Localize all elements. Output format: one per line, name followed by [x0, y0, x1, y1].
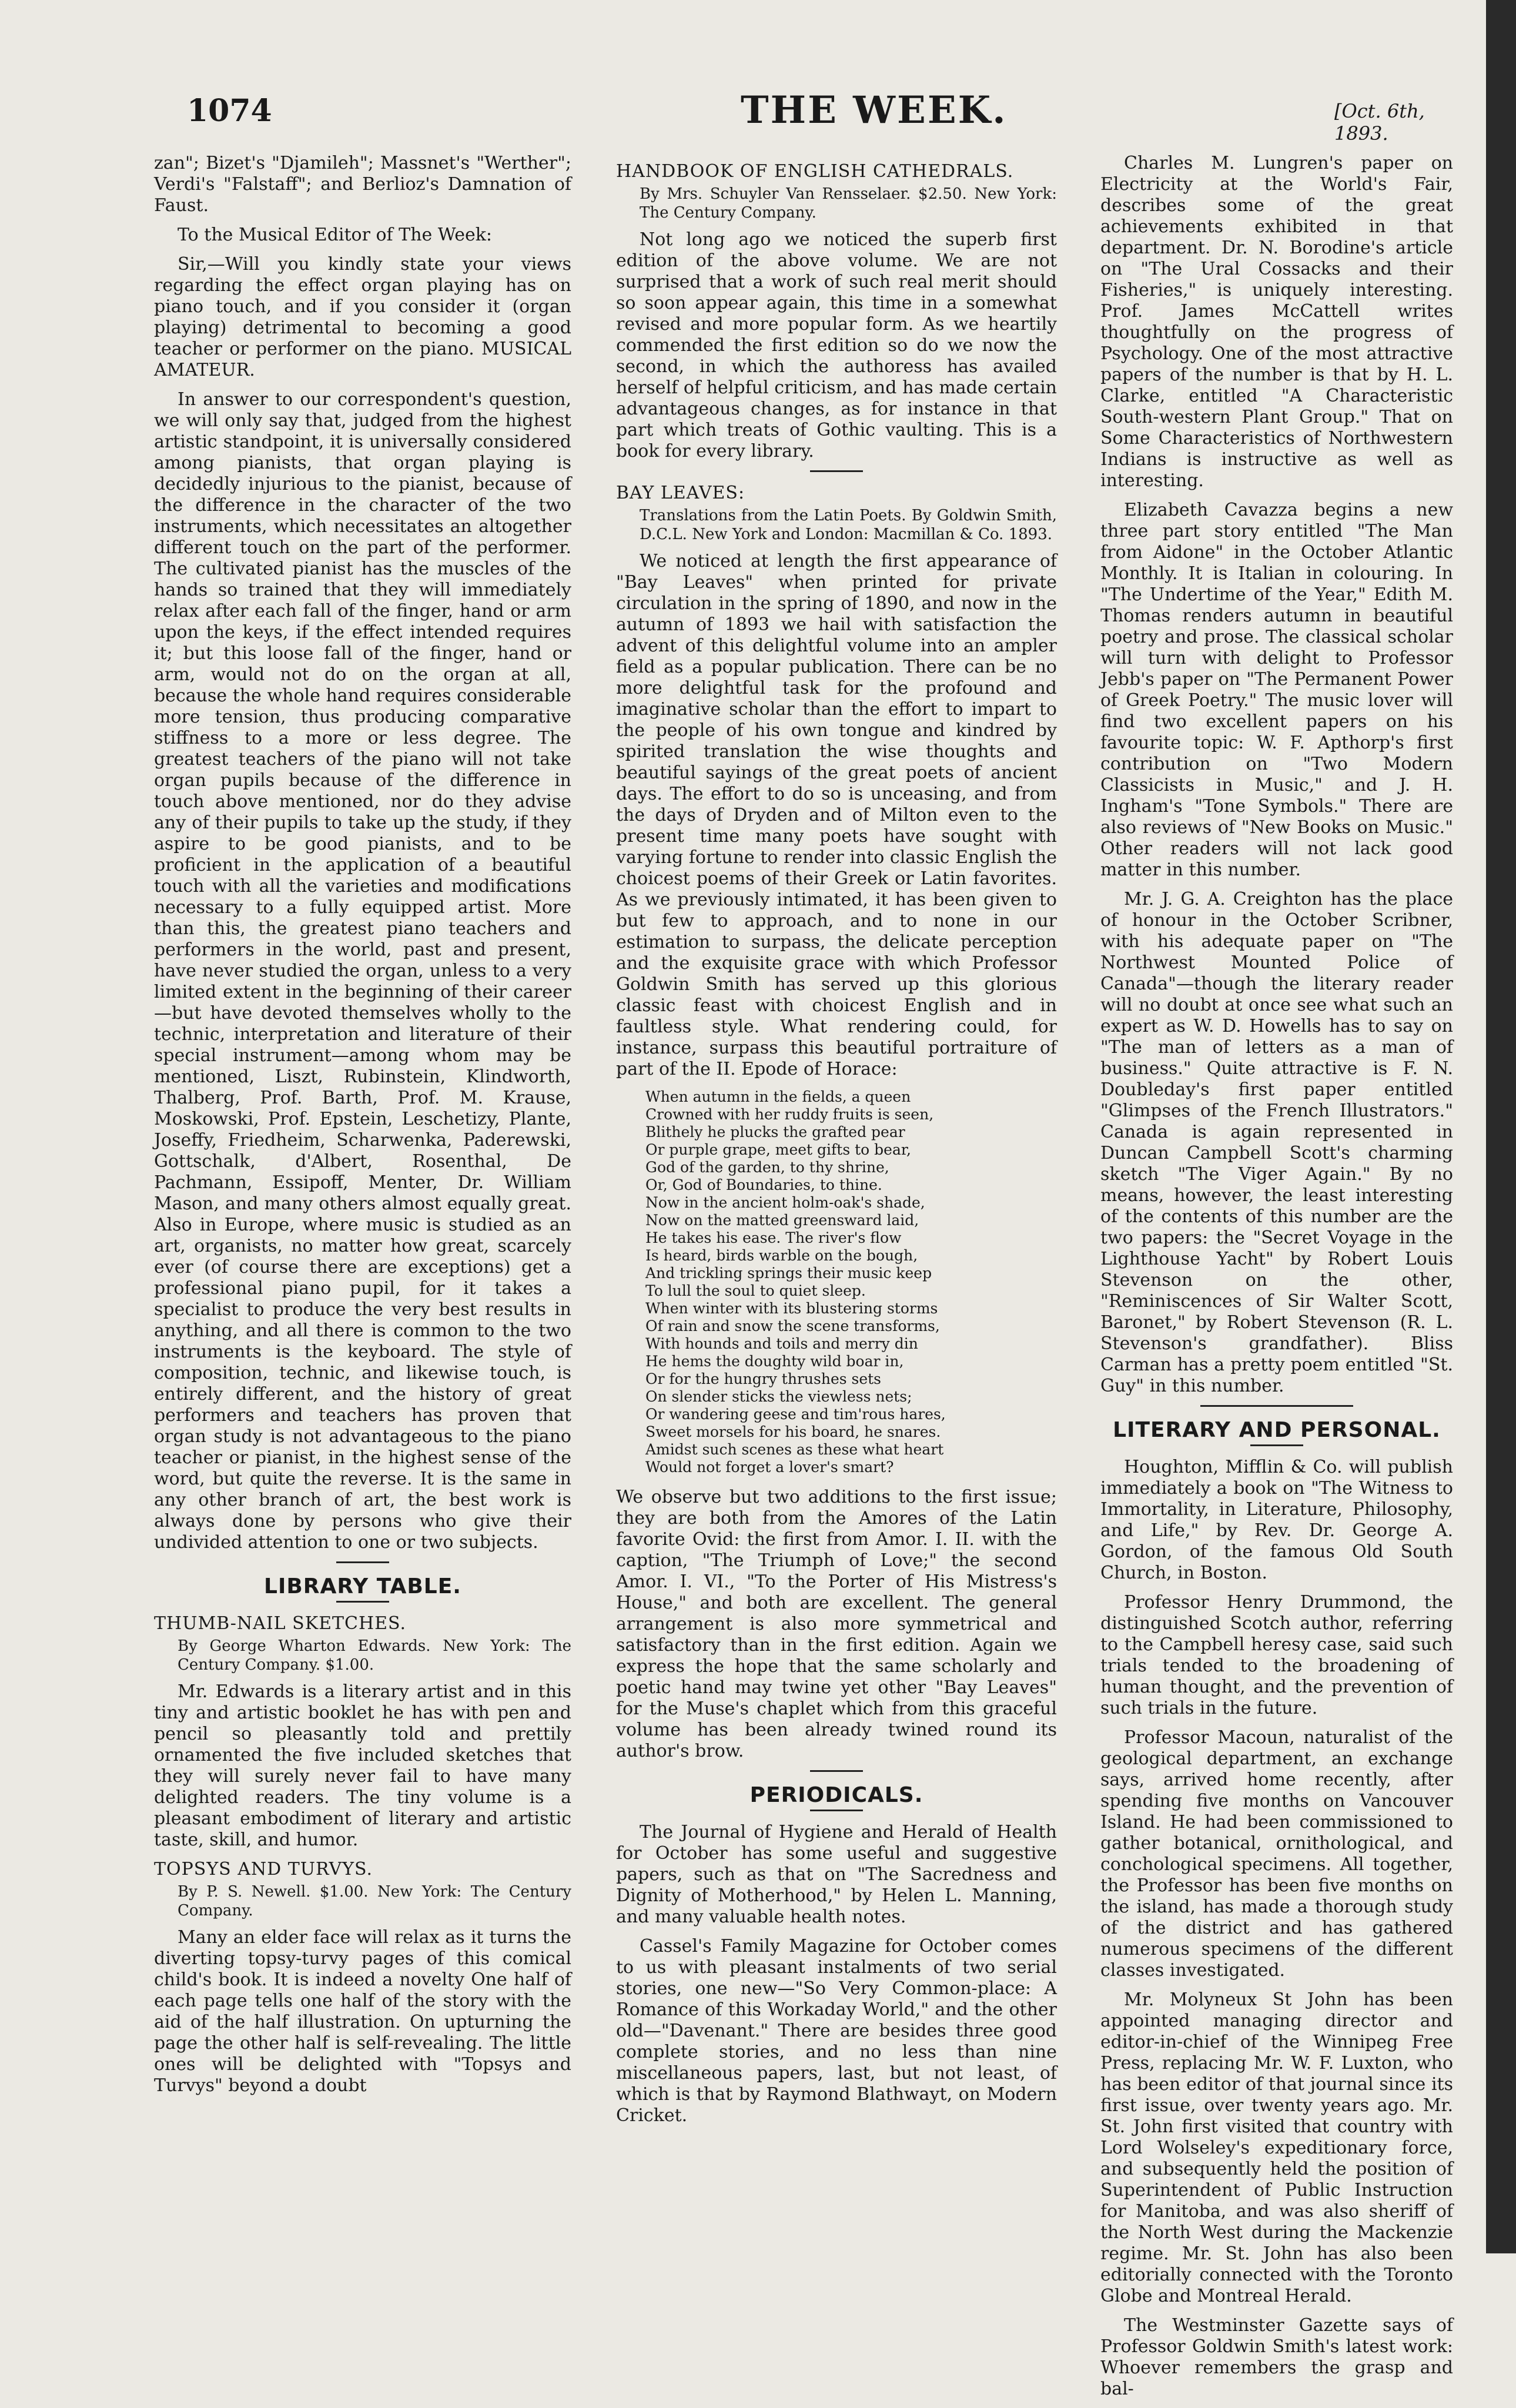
poem-line: Blithely he plucks the grafted pear — [645, 1123, 905, 1141]
paragraph: Charles M. Lungren's paper on Electricity at the World's Fair, describes some of the great achievements exhibited in that department. Dr. N. Borodine's article on "The Ural Cossacks and their Fisheries," is uniquely interesting. Prof. James McCattell writes thoughtfully on the progress of Psychology. One of the most attractive papers of the number is that by H. L. Clarke, entitled "A Characteristic South-western Plant Group." That on Some Characteristics of Northwestern Indians is instructive as well as interesting. — [1100, 153, 1453, 491]
poem-line: Sweet morsels for his board, he snares. — [645, 1423, 941, 1440]
divider — [810, 1810, 863, 1811]
paragraph: Sir,—Will you kindly state your views regarding the effect organ playing has on piano touch, and if you consider it (organ playing) detrimental to becoming a good teacher or performer on the piano. MUSICAL AMATEUR. — [154, 254, 571, 380]
book-title: BAY LEAVES: — [616, 483, 745, 503]
poem-line: Is heard, birds warble on the bough, — [645, 1247, 918, 1264]
poem-line: When autumn in the fields, a queen — [645, 1088, 911, 1105]
poem-line: He hems the doughty wild boar in, — [645, 1353, 904, 1370]
divider — [1200, 1405, 1353, 1407]
paragraph: To the Musical Editor of The Week: — [178, 225, 492, 245]
book-byline: By Mrs. Schuyler Van Rensselaer. $2.50. New York: The Century Company. — [640, 185, 1057, 222]
section-heading-library-table: LIBRARY TABLE. — [264, 1574, 461, 1598]
masthead-title: THE WEEK. — [741, 88, 1008, 132]
poem-line: God of the garden, to thy shrine, — [645, 1159, 889, 1176]
book-byline: By P. S. Newell. $1.00. New York: The Century Company. — [178, 1883, 571, 1919]
review-title-line — [616, 483, 1057, 504]
column-3 — [1100, 153, 1453, 2408]
paragraph: Elizabeth Cavazza begins a new three part story entitled "The Man from Aidone" in the October Atlantic Monthly. It is Italian in colouring. In "The Undertime of the Year," Edith M. Thomas renders autumn in beautiful poetry and prose. The classical scholar will turn with delight to Professor Jebb's paper on "The Permanent Power of Greek Poetry." The music lover will find two excellent papers on his favourite topic: W. F. Apthorp's first contribution on "Two Modern Classicists in Music," and J. H. Ingham's "Tone Symbols." There are also reviews of "New Books on Music." Other readers will not lack good matter in this number. — [1100, 500, 1453, 880]
book-byline: By George Wharton Edwards. New York: The Century Company. $1.00. — [178, 1637, 571, 1674]
poem-line: Or purple grape, meet gifts to bear, — [645, 1141, 912, 1158]
paragraph: zan"; Bizet's "Djamileh"; Massnet's "Werther"; Verdi's "Falstaff"; and Berlioz's Damnation of Faust. — [154, 153, 571, 216]
section-heading-literary-and-personal: LITERARY AND PERSONAL. — [1113, 1418, 1441, 1442]
poem-block — [616, 1088, 1057, 1476]
review-title-line — [616, 161, 1057, 182]
page-number: 1074 — [187, 93, 272, 129]
poem-line: Amidst such scenes as these what heart — [645, 1441, 944, 1458]
divider — [810, 470, 863, 472]
divider — [336, 1601, 389, 1603]
book-title: THUMB-NAIL SKETCHES. — [154, 1613, 407, 1634]
page-header — [176, 88, 1458, 145]
paragraph: Professor Macoun, naturalist of the geological department, an exchange says, arrived home recently, after spending five months on Vancouver Island. He had been commissioned to gather botanical, ornithological, and conchological specimens. All together, the Professor has been five months on the island, has made a thorough study of the district and has gathered numerous specimens of the different classes investigated. — [1100, 1727, 1453, 1981]
paragraph: Professor Henry Drummond, the distinguished Scotch author, referring to the Campbell heresy case, said such trials tended to the broadening of human thought, and the prevention of such trials in the future. — [1100, 1592, 1453, 1718]
poem-line: And trickling springs their music keep — [645, 1265, 932, 1282]
divider — [810, 1770, 863, 1772]
poem-line: Crowned with her ruddy fruits is seen, — [645, 1106, 934, 1123]
review-title-line — [154, 1613, 571, 1634]
review-title-line — [154, 1859, 571, 1880]
poem-line: On slender sticks the viewless nets; — [645, 1388, 912, 1405]
book-title: TOPSYS AND TURVYS. — [154, 1859, 373, 1879]
book-spine-edge — [1486, 0, 1516, 2253]
poem-line: When winter with its blustering storms — [645, 1300, 938, 1317]
paragraph: In answer to our correspondent's question, we will only say that, judged from the highest artistic standpoint, it is universally considered among pianists, that organ playing is decidedly injurious to the pianist, because of the difference in the character of the two instruments, which necessitates an altogether different touch on the part of the performer. The cultivated pianist has the muscles of the hands so trained that they will immediately relax after each fall of the finger, hand or arm upon the keys, if the effect intended requires it; but this loose fall of the finger, hand or arm, would not do on the organ at all, because the whole hand requires considerable more tension, thus producing comparative stiffness to a more or less degree. The greatest teachers of the piano will not take organ pupils because of the difference in touch above mentioned, nor do they advise any of their pupils to take up the study, if they aspire to be good pianists, and to be proficient in the application of a beautiful touch with all the varieties and modifications necessary to a fully equipped artist. More than this, the greatest piano teachers and performers in the world, past and present, have never studied the organ, unless to a very limited extent in the beginning of their career—but have devoted themselves wholly to the technic, interpretation and literature of their special instrument—among whom may be mentioned, Liszt, Rubinstein, Klindworth, Thalberg, Prof. Barth, Prof. M. Krause, Moskowski, Prof. Epstein, Leschetizy, Plante, Joseffy, Friedheim, Scharwenka, Paderewski, Gottschalk, d'Albert, Rosenthal, De Pachmann, Essipoff, Menter, Dr. William Mason, and many others almost equally great. Also in Europe, where music is studied as an art, organists, no matter how great, scarcely ever (of course there are exceptions) get a professional piano pupil, for it takes a specialist to produce the very best results in anything, and all there is common to the two instruments is the keyboard. The style of composition, technic, and likewise touch, is entirely different, and the history of great performers and teachers has proven that organ study is not advantageous to the piano teacher or pianist, in the highest sense of the word, but quite the reverse. It is the same in any other branch of art, the best work is always done by persons who give their undivided attention to one or two subjects. — [154, 389, 571, 1553]
poem-line: Would not forget a lover's smart? — [645, 1459, 894, 1476]
poem-line: Or wandering geese and tim'rous hares, — [645, 1406, 946, 1423]
paragraph: The Journal of Hygiene and Herald of Health for October has some useful and suggestive papers, such as that on "The Sacredness and Dignity of Motherhood," by Helen L. Manning, and many valuable health notes. — [616, 1822, 1057, 1927]
poem-line: Or for the hungry thrushes sets — [645, 1370, 882, 1387]
paragraph: The Westminster Gazette says of Professor Goldwin Smith's latest work: Whoever remembers the grasp and bal- — [1100, 2315, 1453, 2399]
book-title: HANDBOOK OF ENGLISH CATHEDRALS. — [616, 161, 1014, 182]
poem-line: With hounds and toils and merry din — [645, 1335, 918, 1352]
poem-line: He takes his ease. The river's flow — [645, 1229, 902, 1246]
paragraph: Mr. Molyneux St John has been appointed managing director and editor-in-chief of the Winnipeg Free Press, replacing Mr. W. F. Luxton, who has been editor of that journal since its first issue, over twenty years ago. Mr. St. John first visited that country with Lord Wolseley's expeditionary force, and subsequently held the position of Superintendent of Public Instruction for Manitoba, and was also sheriff of the North West during the Mackenzie regime. Mr. St. John has also been editorially connected with the Toronto Globe and Montreal Herald. — [1100, 1989, 1453, 2306]
paragraph: Mr. Edwards is a literary artist and in this tiny and artistic booklet he has with pen and pencil so pleasantly told and prettily ornamented the five included sketches that they will surely never fail to have many delighted readers. The tiny volume is a pleasant embodiment of literary and artistic taste, skill, and humor. — [154, 1681, 571, 1850]
poem-line: Now on the matted greensward laid, — [645, 1212, 919, 1229]
section-heading-periodicals: PERIODICALS. — [749, 1783, 923, 1807]
book-byline: Translations from the Latin Poets. By Goldwin Smith, D.C.L. New York and London: Macmillan & Co. 1893. — [640, 507, 1057, 543]
issue-date: [Oct. 6th, 1893. — [1334, 100, 1425, 145]
divider — [1250, 1444, 1303, 1446]
paragraph: We noticed at length the first appearance of "Bay Leaves" when printed for private circulation in the spring of 1890, and now in the autumn of 1893 we hail with satisfaction the advent of this delightful volume into an ampler field as a popular publication. There can be no more delightful task for the profound and imaginative scholar than the effort to impart to the people of his own tongue and kindred by spirited translation the wise thoughts and beautiful sayings of the great poets of ancient days. The effort to do so is unceasing, and from the days of Dryden and of Milton even to the present time many poets have sought with varying fortune to render into classic English the choicest poems of their Greek or Latin favorites. As we previously intimated, it has been given to but few to approach, and to none in our estimation to surpass, the delicate perception and the exquisite grace with which Professor Goldwin Smith has served up this glorious classic feast with choicest English and in faultless style. What rendering could, for instance, surpass this beautiful portraiture of part of the II. Epode of Horace: — [616, 551, 1057, 1079]
paragraph: Not long ago we noticed the superb first edition of the above volume. We are not surprised that a work of such real merit should so soon appear again, this time in a somewhat revised and more popular form. As we heartily commended the first edition so do we now the second, in which the authoress has availed herself of helpful criticism, and has made certain advantageous changes, as for instance in that part which treats of Gothic vaulting. This is a book for every library. — [616, 229, 1057, 461]
poem-line: To lull the soul to quiet sleep. — [645, 1282, 866, 1299]
poem-line: Of rain and snow the scene transforms, — [645, 1317, 940, 1335]
paragraph: Cassel's Family Magazine for October comes to us with pleasant instalments of two serial stories, one new—"So Very Common-place: A Romance of this Workaday World," and the other old—"Davenant." There are besides three good complete stories, and no less than nine miscellaneous papers, last, but not least, of which is that by Raymond Blathwayt, on Modern Cricket. — [616, 1936, 1057, 2126]
paragraph: We observe but two additions to the first issue; they are both from the Amores of the Latin favorite Ovid: the first from Amor. I. II. with the caption, "The Triumph of Love;" the second Amor. I. VI., "To the Porter of His Mistress's House," and both are excellent. The general arrangement is also more symmetrical and satisfactory than in the first edition. Again we express the hope that the same scholarly and poetic hand may twine yet other "Bay Leaves" for the Muse's chaplet which from this graceful volume has been already twined round its author's brow. — [616, 1487, 1057, 1761]
divider — [336, 1561, 389, 1563]
poem-line: Now in the ancient holm-oak's shade, — [645, 1194, 925, 1211]
paragraph: Houghton, Mifflin & Co. will publish immediately a book on "The Witness to Immortality, in Literature, Philosophy, and Life," by Rev. Dr. George A. Gordon, of the famous Old South Church, in Boston. — [1100, 1457, 1453, 1583]
column-2 — [616, 153, 1057, 2135]
column-1 — [154, 153, 571, 2105]
poem-line: Or, God of Boundaries, to thine. — [645, 1176, 882, 1193]
paragraph: Many an elder face will relax as it turns the diverting topsy-turvy pages of this comical child's book. It is indeed a novelty One half of each page tells one half of the story with the aid of the half illustration. On upturning the page the other half is self-revealing. The little ones will be delighted with "Topsys and Turvys" beyond a doubt — [154, 1927, 571, 2096]
paragraph: Mr. J. G. A. Creighton has the place of honour in the October Scribner, with his adequate paper on "The Northwest Mounted Police of Canada"—though the literary reader will no doubt at once see what such an expert as W. D. Howells has to say on "The man of letters as a man of business." Quite attractive is F. N. Doubleday's first paper entitled "Glimpses of the French Illustrators." Canada is again represented in Duncan Campbell Scott's charming sketch "The Viger Again." By no means, however, the least interesting of the contents of this number are the two papers: the "Secret Voyage in the Lighthouse Yacht" by Robert Louis Stevenson on the other, "Reminiscences of Sir Walter Scott, Baronet," by Robert Stevenson (R. L. Stevenson's grandfather). Bliss Carman has a pretty poem entitled "St. Guy" in this number. — [1100, 889, 1453, 1396]
